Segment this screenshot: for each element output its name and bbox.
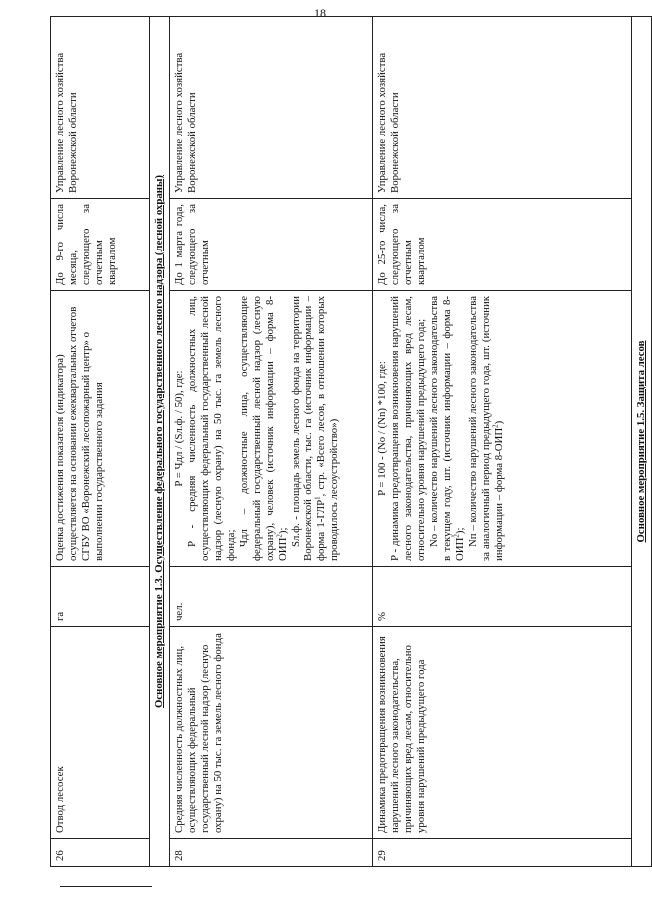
- responsible-cell: Управление лесного хозяйства Воронежской области: [169, 17, 372, 199]
- indicator-name: Средняя численность должностных лиц, осуществляющих федеральный государственный лесной надзор (лесную охрану) на 50 тыс. га земель лесного фонда: [169, 627, 372, 839]
- section-heading: Основное мероприятие 1.3. Осуществление федерального государственного лесного надзора (лесной охраны): [150, 17, 170, 867]
- row-number: 26: [51, 839, 150, 867]
- section-heading: Основное мероприятие 1.5. Защита лесов: [631, 17, 651, 867]
- formula: P = Чдл / (Sл.ф. / 50), где:: [172, 370, 185, 487]
- method-cell: Оценка достижения показателя (индикатора) осуществляется на основании ежеквартальных отчетов СГБУ ВО «Воронежский лесопожарный центр» о выполнении государственного задания: [51, 291, 150, 567]
- responsible-cell: Управление лесного хозяйства Воронежской области: [372, 17, 631, 199]
- row-number: 28: [169, 839, 372, 867]
- deadline-cell: До 1 марта года, следующего за отчетным: [169, 199, 372, 291]
- method-paragraph: Sл.ф. - площадь земель лесного фонда на территории Воронежской области, тыс. га (источник информации – форма 1-ГЛР$^1$, стр. «Всего лесов, в отношении которых проводилось лесоустройство»): [289, 296, 341, 561]
- unit-cell: чел.: [169, 567, 372, 627]
- method-cell: [372, 291, 631, 567]
- method-paragraph: P - средняя численность должностных лиц, осуществляющих федеральный государственный лесной надзор (лесную охрану) на 50 тыс. га земель лесного фонда;: [185, 296, 237, 561]
- unit-cell: га: [51, 567, 150, 627]
- indicators-table: [50, 16, 652, 867]
- table-row: [372, 17, 631, 867]
- table-row: [169, 17, 372, 867]
- indicator-name: Динамика предотвращения возникновения нарушений лесного законодательства, причиняющих вред лесам, относительно уровня нарушений предыдущего года: [372, 627, 631, 839]
- formula: P = 100 - (No / (Nn) *100, где:: [375, 361, 388, 496]
- row-number: 29: [372, 839, 631, 867]
- unit-cell: %: [372, 567, 631, 627]
- method-cell: [169, 291, 372, 567]
- indicator-name: Отвод лесосек: [51, 627, 150, 839]
- footnote-separator: [60, 886, 152, 887]
- deadline-cell: До 25-го числа, следующего за отчетным кварталом: [372, 199, 631, 291]
- method-paragraph: Чдл – должностные лица, осуществляющие федеральный государственный лесной надзор (лесную охрану), человек (источник информации – форма 8-ОИП$^2$);: [237, 296, 289, 561]
- rotated-table-wrapper: [50, 17, 650, 867]
- method-paragraph: Nп – количество нарушений лесного законодательства за аналогичный период предыдущего года, шт. (источник информации – форма 8-ОИП$^2$): [466, 296, 505, 561]
- responsible-cell: Управление лесного хозяйства Воронежской области: [51, 17, 150, 199]
- method-paragraph: No – количество нарушений лесного законодательства в текущем году, шт. (источник информации – форма 8-ОИП$^2$);: [427, 296, 466, 561]
- page-number: 18: [314, 6, 326, 20]
- method-paragraph: P - динамика предотвращения возникновения нарушений лесного законодательства, причиняющих вред лесам, относительно уровня нарушений предыдущего года;: [388, 296, 427, 561]
- section-row: [150, 17, 170, 867]
- table-row: [51, 17, 150, 867]
- section-row: [631, 17, 651, 867]
- deadline-cell: До 9-го числа месяца, следующего за отчетным кварталом: [51, 199, 150, 291]
